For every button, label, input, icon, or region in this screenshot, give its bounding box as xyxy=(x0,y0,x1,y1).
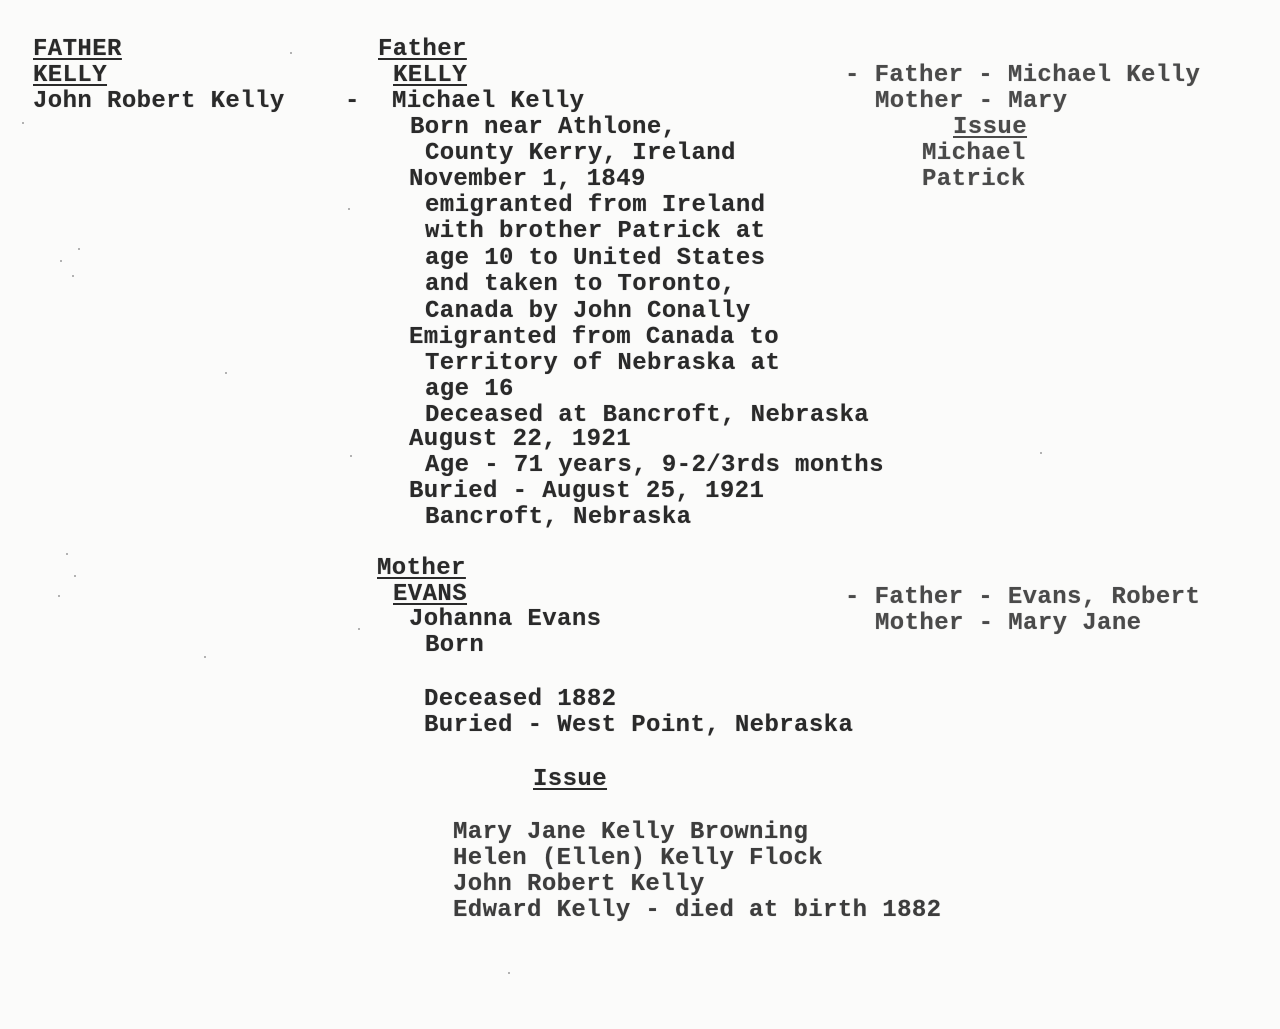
paternal-grandfather-line: - Father - Michael Kelly xyxy=(845,62,1201,89)
father-line: Territory of Nebraska at xyxy=(425,350,781,377)
father-line: Born near Athlone, xyxy=(410,114,677,141)
paper-speck xyxy=(204,656,206,658)
left-surname: KELLY xyxy=(33,62,108,89)
mother-heading: Mother xyxy=(377,555,466,582)
paper-speck xyxy=(350,455,352,457)
paper-speck xyxy=(1040,452,1042,454)
paper-speck xyxy=(225,372,227,374)
child-item: John Robert Kelly xyxy=(453,871,705,898)
child-item: Helen (Ellen) Kelly Flock xyxy=(453,845,824,872)
father-line: County Kerry, Ireland xyxy=(425,140,736,167)
father-surname: KELLY xyxy=(393,62,468,89)
paper-speck xyxy=(60,260,62,262)
father-line: November 1, 1849 xyxy=(409,166,646,193)
father-line: Age - 71 years, 9-2/3rds months xyxy=(425,452,884,479)
left-dash: - xyxy=(345,88,360,115)
paper-speck xyxy=(348,208,350,210)
mother-deceased: Deceased 1882 xyxy=(424,686,617,713)
paper-speck xyxy=(58,595,60,597)
father-heading: Father xyxy=(378,36,467,63)
father-line: age 10 to United States xyxy=(425,245,766,272)
mother-surname: EVANS xyxy=(393,581,468,608)
paper-speck xyxy=(78,248,80,250)
paternal-grandmother-line: Mother - Mary xyxy=(875,88,1068,115)
father-line: Buried - August 25, 1921 xyxy=(409,478,765,505)
mother-name: Johanna Evans xyxy=(409,606,602,633)
father-line: Emigranted from Canada to xyxy=(409,324,780,351)
father-line: age 16 xyxy=(425,376,514,403)
child-item: Edward Kelly - died at birth 1882 xyxy=(453,897,942,924)
paternal-issue-item: Patrick xyxy=(922,166,1026,193)
paper-speck xyxy=(290,52,292,54)
children-issue-heading: Issue xyxy=(533,766,608,793)
maternal-grandmother-line: Mother - Mary Jane xyxy=(875,610,1142,637)
paper-speck xyxy=(66,553,68,555)
paper-speck xyxy=(358,628,360,630)
father-line: with brother Patrick at xyxy=(425,218,766,245)
father-name: Michael Kelly xyxy=(392,88,585,115)
left-father-heading: FATHER xyxy=(33,36,122,63)
father-line: Bancroft, Nebraska xyxy=(425,504,692,531)
father-line: Canada by John Conally xyxy=(425,298,751,325)
left-name: John Robert Kelly xyxy=(33,88,285,115)
father-line: Deceased at Bancroft, Nebraska xyxy=(425,402,870,429)
mother-born: Born xyxy=(425,632,485,659)
child-item: Mary Jane Kelly Browning xyxy=(453,819,809,846)
paper-speck xyxy=(508,972,510,974)
father-line: and taken to Toronto, xyxy=(425,271,736,298)
paper-speck xyxy=(72,275,74,277)
mother-buried: Buried - West Point, Nebraska xyxy=(424,712,854,739)
paternal-issue-heading: Issue xyxy=(953,114,1028,141)
maternal-grandfather-line: - Father - Evans, Robert xyxy=(845,584,1201,611)
paper-speck xyxy=(74,575,76,577)
paternal-issue-item: Michael xyxy=(922,140,1026,167)
paper-speck xyxy=(22,122,24,124)
father-line: emigranted from Ireland xyxy=(425,192,766,219)
father-line: August 22, 1921 xyxy=(409,426,632,453)
